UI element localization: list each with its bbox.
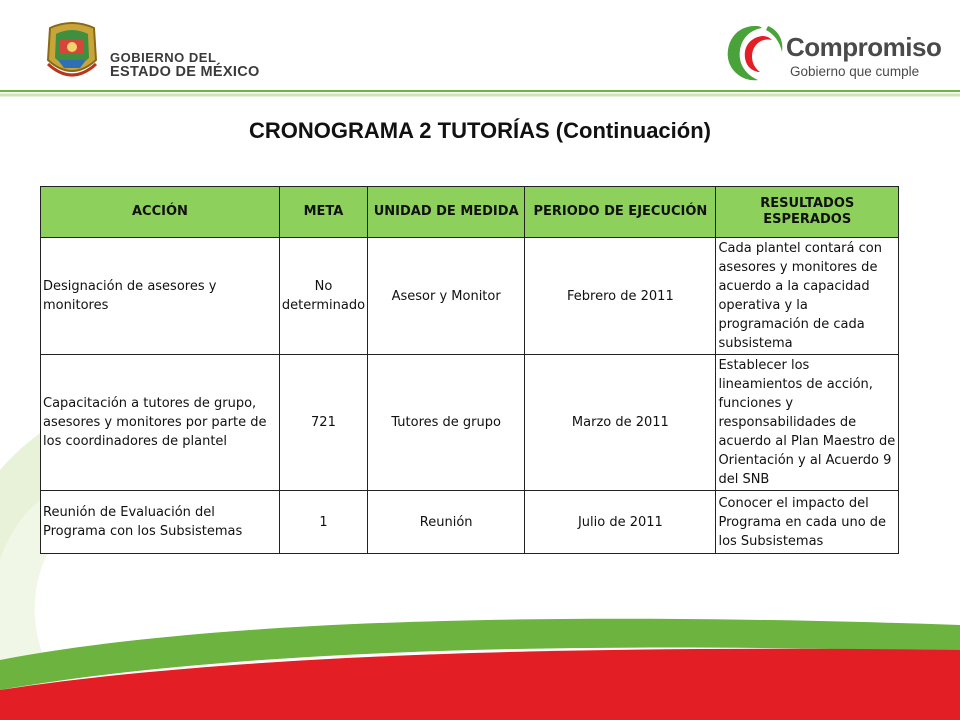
table-row bbox=[41, 491, 899, 554]
header bbox=[0, 0, 960, 100]
table-row bbox=[41, 238, 899, 355]
compromiso-tagline: Gobierno que cumple bbox=[790, 64, 920, 79]
cell-periodo: Marzo de 2011 bbox=[525, 355, 716, 491]
cell-resultados: Establecer los lineamientos de acción, funciones y responsabilidades de acuerdo al Plan Maestro de Orientación y al Acuerdo 9 del SNB bbox=[716, 355, 899, 491]
compromiso-swirl-icon bbox=[722, 20, 788, 86]
cell-periodo: Julio de 2011 bbox=[525, 491, 716, 554]
cell-meta: 1 bbox=[279, 491, 367, 554]
header-periodo: PERIODO DE EJECUCIÓN bbox=[525, 187, 716, 238]
header-unidad: UNIDAD DE MEDIDA bbox=[368, 187, 525, 238]
cell-resultados: Cada plantel contará con asesores y monitores de acuerdo a la capacidad operativa y la programación de cada subsistema bbox=[716, 238, 899, 355]
compromiso-wordmark: Compromiso bbox=[786, 32, 942, 62]
cell-unidad: Reunión bbox=[368, 491, 525, 554]
cell-accion: Designación de asesores y monitores bbox=[41, 238, 280, 355]
cell-unidad: Tutores de grupo bbox=[368, 355, 525, 491]
page-title: CRONOGRAMA 2 TUTORÍAS (Continuación) bbox=[249, 118, 711, 143]
gov-line-2: ESTADO DE MÉXICO bbox=[110, 64, 260, 80]
header-meta: META bbox=[279, 187, 367, 238]
table-header-row bbox=[41, 187, 899, 238]
state-coat-of-arms-icon bbox=[40, 20, 104, 80]
government-wordmark bbox=[110, 50, 260, 80]
header-resultados: RESULTADOS ESPERADOS bbox=[716, 187, 899, 238]
schedule-table bbox=[40, 186, 899, 554]
cell-accion: Capacitación a tutores de grupo, asesores y monitores por parte de los coordinadores de plantel bbox=[41, 355, 280, 491]
cell-periodo: Febrero de 2011 bbox=[525, 238, 716, 355]
cell-unidad: Asesor y Monitor bbox=[368, 238, 525, 355]
gov-line-1: GOBIERNO DEL bbox=[110, 50, 217, 65]
cell-resultados: Conocer el impacto del Programa en cada uno de los Subsistemas bbox=[716, 491, 899, 554]
table-row bbox=[41, 355, 899, 491]
cell-meta: No determinado bbox=[279, 238, 367, 355]
header-accion: ACCIÓN bbox=[41, 187, 280, 238]
cell-meta: 721 bbox=[279, 355, 367, 491]
cell-accion: Reunión de Evaluación del Programa con los Subsistemas bbox=[41, 491, 280, 554]
